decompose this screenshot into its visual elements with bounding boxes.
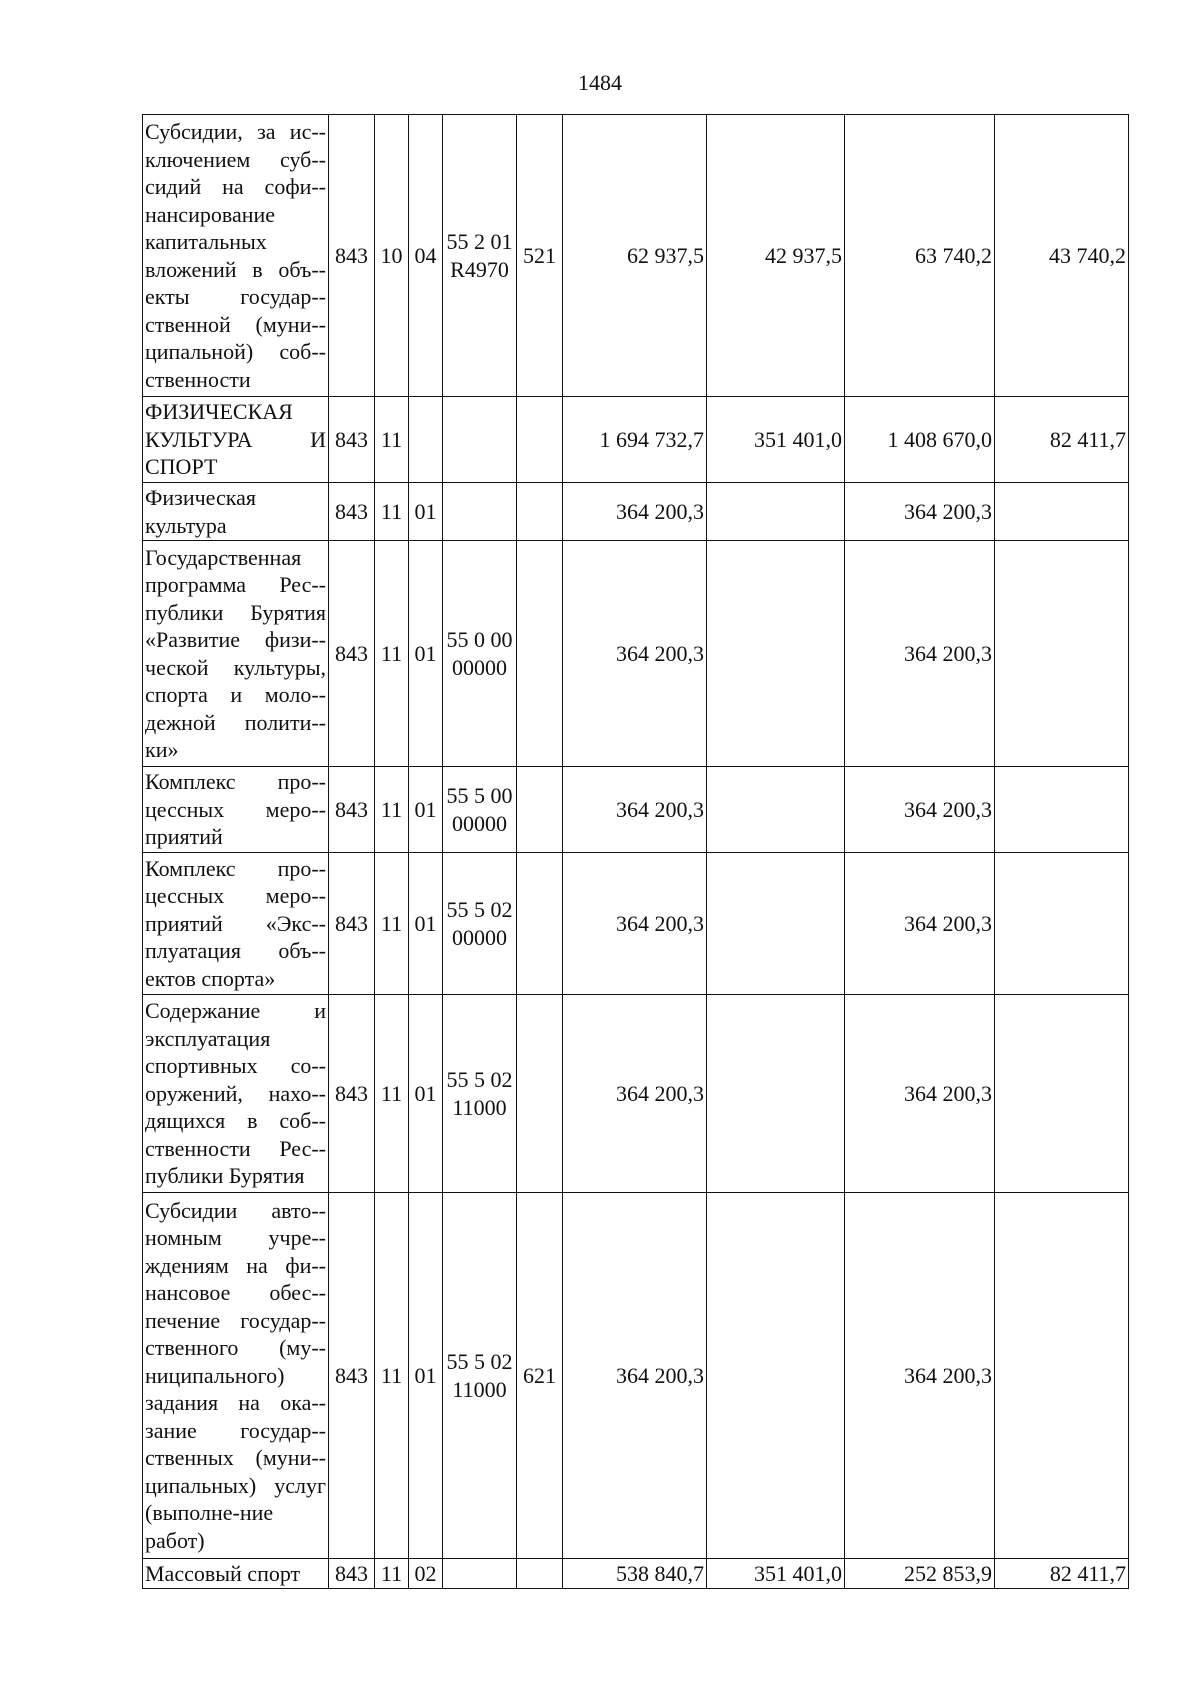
amount-3: 364 200,3 [845,995,995,1193]
amount-4: 82 411,7 [995,1559,1129,1589]
amount-3: 1 408 670,0 [845,397,995,483]
table-row [143,767,1129,853]
amount-4 [995,853,1129,995]
amount-2 [707,853,845,995]
ministry-code: 843 [329,853,375,995]
subsection-code: 04 [409,115,443,397]
expense-type-code [517,397,563,483]
amount-4 [995,767,1129,853]
amount-4 [995,1193,1129,1559]
expense-type-code [517,995,563,1193]
item-name: Физическая культура [143,483,329,541]
amount-2: 42 937,5 [707,115,845,397]
table-row [143,541,1129,767]
target-code: 55 5 02 00000 [443,853,517,995]
item-name: Содержание и эксплуатация спортивных со-оружений, нахо-дящихся в соб-ственности Рес-публики Бурятия [143,995,329,1193]
item-name: Государственная программа Рес-публики Бурятия «Развитие физи-ческой культуры, спорта и моло-дежной полити-ки» [143,541,329,767]
target-code: 55 5 00 00000 [443,767,517,853]
amount-3: 63 740,2 [845,115,995,397]
ministry-code: 843 [329,767,375,853]
target-code: 55 5 02 11000 [443,995,517,1193]
ministry-code: 843 [329,995,375,1193]
table-row [143,995,1129,1193]
section-code: 11 [375,1193,409,1559]
amount-3: 364 200,3 [845,767,995,853]
page-number: 1484 [578,70,622,95]
item-name: Массовый спорт [143,1559,329,1589]
amount-2 [707,1193,845,1559]
amount-2: 351 401,0 [707,397,845,483]
section-code: 11 [375,853,409,995]
amount-4: 82 411,7 [995,397,1129,483]
amount-1: 364 200,3 [563,541,707,767]
item-name: Субсидии, за ис-ключением суб-сидий на софи-нансирование капитальных вложений в объ-екты государ-ственной (муни-ципальной) соб-ственности [143,115,329,397]
amount-1: 364 200,3 [563,483,707,541]
ministry-code: 843 [329,483,375,541]
amount-1: 538 840,7 [563,1559,707,1589]
amount-3: 364 200,3 [845,1193,995,1559]
item-name: ФИЗИЧЕСКАЯ КУЛЬТУРА И СПОРТ [143,397,329,483]
table-row [143,483,1129,541]
amount-3: 252 853,9 [845,1559,995,1589]
table-row [143,397,1129,483]
target-code: 55 0 00 00000 [443,541,517,767]
subsection-code: 01 [409,541,443,767]
table-row [143,1193,1129,1559]
budget-table [142,114,1129,1589]
amount-1: 364 200,3 [563,853,707,995]
subsection-code: 01 [409,1193,443,1559]
item-name: Субсидии авто-номным учре-ждениям на фи-нансовое обес-печение государ-ственного (му-ниципального) задания на ока-зание государ-ственных (муни-ципальных) услуг (выполне-ние работ) [143,1193,329,1559]
section-code: 11 [375,995,409,1193]
subsection-code: 01 [409,853,443,995]
expense-type-code [517,767,563,853]
ministry-code: 843 [329,541,375,767]
expense-type-code [517,483,563,541]
expense-type-code: 521 [517,115,563,397]
expense-type-code [517,1559,563,1589]
amount-1: 364 200,3 [563,1193,707,1559]
amount-2: 351 401,0 [707,1559,845,1589]
section-code: 11 [375,1559,409,1589]
amount-1: 364 200,3 [563,995,707,1193]
target-code [443,483,517,541]
amount-2 [707,995,845,1193]
amount-1: 1 694 732,7 [563,397,707,483]
subsection-code [409,397,443,483]
target-code [443,397,517,483]
amount-1: 364 200,3 [563,767,707,853]
subsection-code: 01 [409,767,443,853]
target-code: 55 5 02 11000 [443,1193,517,1559]
table-row [143,853,1129,995]
section-code: 11 [375,397,409,483]
ministry-code: 843 [329,115,375,397]
table-row [143,1559,1129,1589]
amount-3: 364 200,3 [845,483,995,541]
amount-1: 62 937,5 [563,115,707,397]
target-code: 55 2 01 R4970 [443,115,517,397]
target-code [443,1559,517,1589]
ministry-code: 843 [329,1193,375,1559]
table-row [143,115,1129,397]
amount-2 [707,483,845,541]
amount-4 [995,483,1129,541]
section-code: 11 [375,541,409,767]
amount-4 [995,541,1129,767]
item-name: Комплекс про-цессных меро-приятий [143,767,329,853]
amount-2 [707,767,845,853]
expense-type-code [517,541,563,767]
amount-3: 364 200,3 [845,853,995,995]
ministry-code: 843 [329,397,375,483]
expense-type-code [517,853,563,995]
amount-2 [707,541,845,767]
expense-type-code: 621 [517,1193,563,1559]
section-code: 10 [375,115,409,397]
subsection-code: 01 [409,995,443,1193]
item-name: Комплекс про-цессных меро-приятий «Экс-плуатация объ-ектов спорта» [143,853,329,995]
section-code: 11 [375,767,409,853]
amount-4: 43 740,2 [995,115,1129,397]
section-code: 11 [375,483,409,541]
ministry-code: 843 [329,1559,375,1589]
subsection-code: 02 [409,1559,443,1589]
amount-4 [995,995,1129,1193]
subsection-code: 01 [409,483,443,541]
amount-3: 364 200,3 [845,541,995,767]
